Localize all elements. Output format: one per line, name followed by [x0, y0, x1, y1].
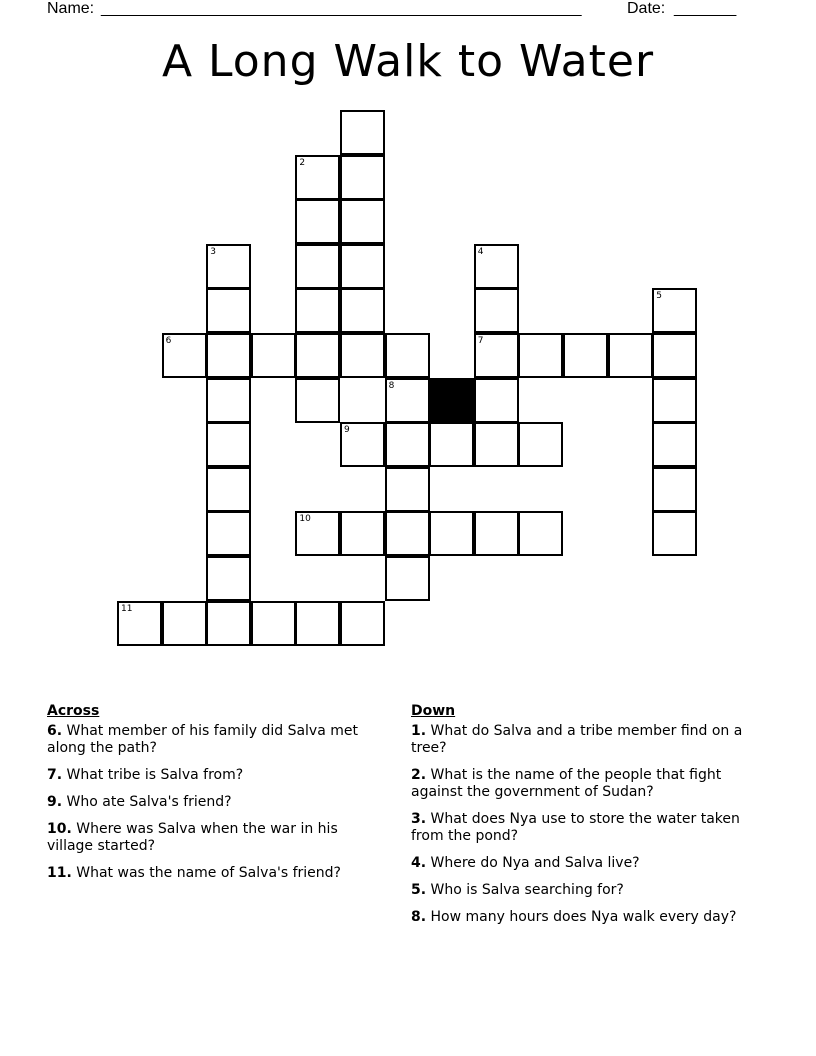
cell-number: 3 [210, 246, 216, 257]
crossword-cell[interactable] [385, 556, 430, 601]
crossword-cell[interactable] [206, 333, 251, 378]
crossword-cell[interactable] [295, 378, 340, 423]
crossword-cell[interactable] [295, 155, 340, 200]
across-clue [47, 821, 382, 855]
down-clue [411, 855, 746, 872]
down-clues [411, 703, 746, 936]
clue-number: 2. [411, 767, 427, 783]
crossword-cell[interactable] [652, 333, 697, 378]
cell-number: 9 [344, 425, 350, 436]
crossword-cell[interactable] [206, 467, 251, 512]
crossword-cell[interactable] [474, 378, 519, 423]
across-clues [47, 703, 382, 892]
crossword-cell[interactable] [474, 422, 519, 467]
down-clue [411, 723, 746, 757]
crossword-cell[interactable] [340, 511, 385, 556]
crossword-cell[interactable] [385, 333, 430, 378]
crossword-cell[interactable] [340, 199, 385, 244]
clue-text: What tribe is Salva from? [66, 767, 244, 783]
clue-number: 5. [411, 882, 427, 898]
down-clue [411, 909, 746, 926]
cell-number: 7 [477, 336, 484, 346]
crossword-cell[interactable] [474, 333, 519, 378]
crossword-cell[interactable] [340, 288, 385, 333]
crossword-cell[interactable] [295, 199, 340, 244]
cell-number: 6 [165, 336, 172, 346]
down-clue [411, 811, 746, 845]
cell-number: 2 [299, 157, 306, 168]
crossword-cell[interactable] [206, 422, 251, 467]
cell-number: 8 [388, 380, 395, 391]
across-clue [47, 865, 382, 882]
across-clue [47, 767, 382, 784]
clue-text: Who is Salva searching for? [430, 882, 624, 898]
clue-number: 6. [47, 723, 63, 739]
crossword-cell[interactable] [340, 110, 385, 155]
crossword-cell[interactable] [518, 511, 563, 556]
clue-number: 3. [411, 811, 427, 827]
crossword-cell[interactable] [162, 333, 207, 378]
name-label: Name: [47, 0, 95, 17]
crossword-cell[interactable] [385, 467, 430, 512]
clue-text: Where was Salva when the war in his village started? [47, 821, 338, 854]
crossword-cell[interactable] [429, 511, 474, 556]
across-heading: Across [47, 703, 100, 719]
clue-text: Where do Nya and Salva live? [430, 855, 640, 871]
clue-text: What do Salva and a tribe member find on a tree? [411, 723, 743, 756]
crossword-cell[interactable] [295, 333, 340, 378]
clue-number: 4. [411, 855, 427, 871]
cell-number: 5 [656, 291, 662, 302]
crossword-cell[interactable] [474, 244, 519, 289]
crossword-cell[interactable] [340, 422, 385, 467]
crossword-cell[interactable] [295, 601, 340, 646]
clue-text: How many hours does Nya walk every day? [430, 909, 737, 925]
crossword-cell[interactable] [251, 601, 296, 646]
date-field-line: _______ [674, 0, 737, 17]
crossword-cell[interactable] [429, 422, 474, 467]
clue-text: Who ate Salva's friend? [66, 794, 232, 810]
clue-number: 9. [47, 794, 63, 810]
crossword-cell[interactable] [652, 511, 697, 556]
across-clue [47, 794, 382, 811]
crossword-cell[interactable] [518, 333, 563, 378]
cell-number: 4 [477, 246, 484, 257]
crossword-cell[interactable] [474, 288, 519, 333]
clue-text: What does Nya use to store the water taken from the pond? [411, 811, 740, 844]
crossword-cell[interactable] [340, 333, 385, 378]
name-field-line: ______________________________________________________ [101, 0, 582, 17]
down-clue [411, 767, 746, 801]
crossword-cell[interactable] [295, 288, 340, 333]
clue-number: 8. [411, 909, 427, 925]
crossword-cell[interactable] [474, 511, 519, 556]
crossword-cell[interactable] [385, 422, 430, 467]
page-title: A Long Walk to Water [161, 36, 655, 87]
crossword-cell[interactable] [206, 601, 251, 646]
crossword-cell[interactable] [206, 244, 251, 289]
down-clue [411, 882, 746, 899]
clue-text: What member of his family did Salva met along the path? [47, 723, 358, 756]
clue-number: 1. [411, 723, 427, 739]
clue-text: What was the name of Salva's friend? [76, 865, 341, 881]
crossword-cell[interactable] [206, 511, 251, 556]
crossword-cell[interactable] [206, 288, 251, 333]
crossword-cell[interactable] [251, 333, 296, 378]
crossword-cell[interactable] [206, 556, 251, 601]
crossword-cell[interactable] [518, 422, 563, 467]
crossword-cell[interactable] [117, 601, 162, 646]
crossword-cell[interactable] [652, 378, 697, 423]
crossword-cell[interactable] [652, 422, 697, 467]
crossword-cell[interactable] [652, 288, 697, 333]
clue-number: 10. [47, 821, 72, 837]
cell-number: 11 [121, 603, 133, 614]
down-heading: Down [411, 703, 456, 719]
crossword-cell[interactable] [295, 244, 340, 289]
crossword-cell[interactable] [295, 511, 340, 556]
clue-number: 7. [47, 767, 63, 783]
crossword-cell[interactable] [340, 155, 385, 200]
crossword-cell[interactable] [162, 601, 207, 646]
across-clue [47, 723, 382, 757]
crossword-cell[interactable] [340, 601, 385, 646]
crossword-cell[interactable] [608, 333, 653, 378]
crossword-cell[interactable] [206, 378, 251, 423]
cell-number: 10 [299, 514, 311, 525]
crossword-cell[interactable] [340, 244, 385, 289]
crossword-cell[interactable] [563, 333, 608, 378]
clue-text: What is the name of the people that fight against the government of Sudan? [411, 767, 722, 800]
crossword-cell[interactable] [652, 467, 697, 512]
date-label: Date: [627, 0, 666, 17]
black-square [429, 378, 474, 423]
clue-number: 11. [47, 865, 72, 881]
crossword-cell[interactable] [385, 378, 430, 423]
crossword-cell[interactable] [385, 511, 430, 556]
